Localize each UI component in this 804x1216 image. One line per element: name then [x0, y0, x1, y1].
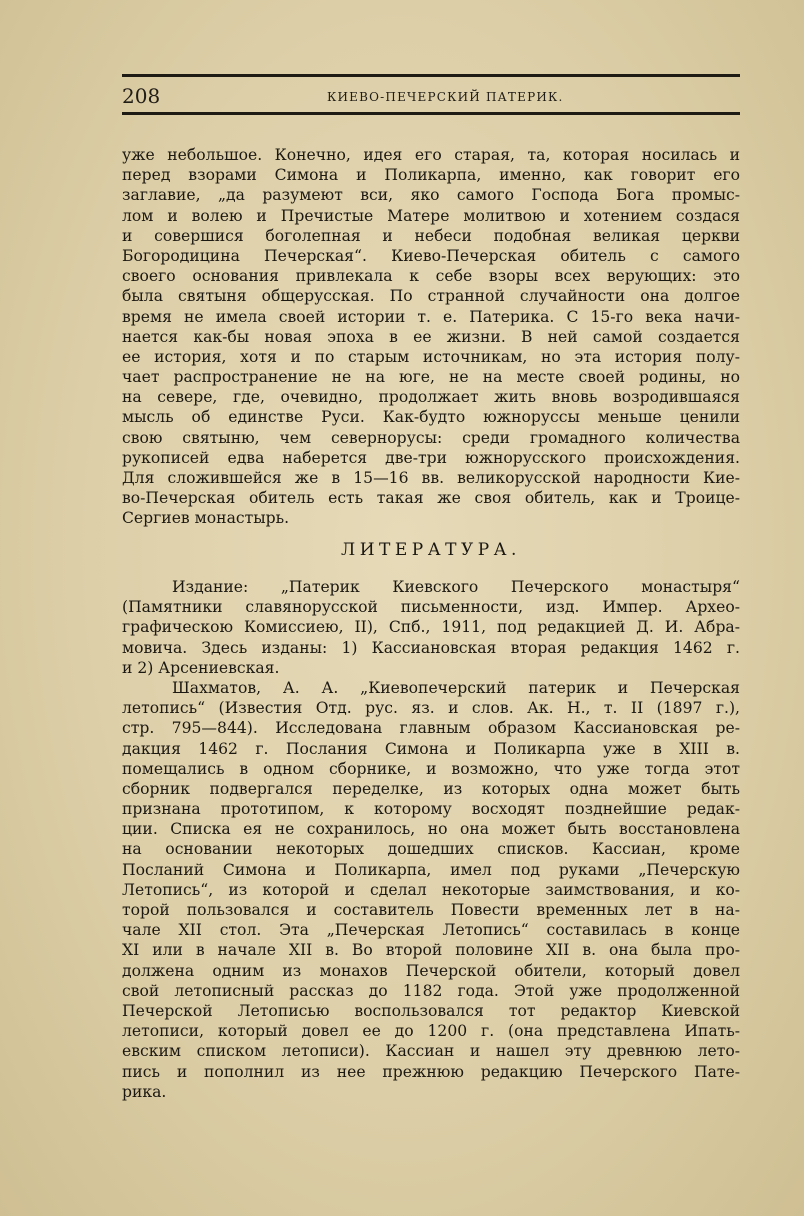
text-line: свою святыню, чем севернорусы: среди громадного количества	[122, 428, 740, 447]
text-line: на севере, где, очевидно, продолжает жить вновь возродившаяся	[122, 388, 740, 407]
literature-text	[122, 577, 740, 1102]
header-bottom-rule	[122, 112, 740, 115]
text-line: лом и волею и Пречистые Матере молитвою и хотением создася	[122, 206, 740, 225]
text-line: своего основания привлекала к себе взоры всех верующих: это	[122, 267, 740, 286]
text-line: Посланий Симона и Поликарпа, имел под руками „Печерскую	[122, 860, 740, 879]
text-line: летопись“ (Известия Отд. рус. яз. и слов. Ак. Н., т. II (1897 г.),	[122, 699, 740, 718]
text-line: евским списком летописи). Кассиан и нашел эту древнюю лето-	[122, 1042, 740, 1061]
text-line: Летопись“, из которой и сделал некоторые заимствования, и ко-	[122, 880, 740, 899]
text-line: пись и пополнил из нее прежнюю редакцию Печерского Пате-	[122, 1062, 740, 1081]
text-line: во-Печерская обитель есть такая же своя обитель, как и Троице-	[122, 489, 740, 508]
text-line: стр. 795—844). Исследована главным образом Кассиановская ре-	[122, 719, 740, 738]
text-line: на основании некоторых дошедших списков. Кассиан, кроме	[122, 840, 740, 859]
text-line: уже небольшое. Конечно, идея его старая, та, которая носилась и	[122, 146, 740, 164]
text-line: Шахматов, А. А. „Киевопечерский патерик и Печерская	[172, 678, 740, 697]
text-line: должена одним из монахов Печерской обители, который довел	[122, 961, 740, 980]
text-line: заглавие, „да разумеют вси, яко самого Господа Бога промыс-	[122, 186, 740, 205]
text-line: рукописей едва наберется две-три южнорусского происхождения.	[122, 448, 740, 467]
text-line: торой пользовался и составитель Повести временных лет в на-	[122, 901, 740, 919]
text-line: была святыня общерусская. По странной случайности она долгое	[122, 287, 740, 306]
text-line: рика.	[122, 1082, 167, 1101]
text-line: Издание: „Патерик Киевского Печерского монастыря“	[172, 578, 740, 596]
text-line: ее история, хотя и по старым источникам, но эта история полу-	[122, 347, 740, 366]
running-head: КИЕВО-ПЕЧЕРСКИЙ ПАТЕРИК.	[327, 90, 564, 104]
text-line: летописи, который довел ее до 1200 г. (она представлена Ипать-	[122, 1022, 740, 1041]
main-text	[122, 145, 740, 529]
text-line: Для сложившейся же в 15—16 вв. великорусской народности Кие-	[122, 469, 740, 487]
text-line: (Памятники славянорусской письменности, изд. Импер. Архео-	[122, 598, 740, 617]
text-line: признана прототипом, к которому восходят позднейшие редак-	[122, 800, 740, 819]
text-line: сборник подвергался переделке, из которых одна может быть	[122, 779, 740, 798]
text-line: мовича. Здесь изданы: 1) Кассиановская вторая редакция 1462 г.	[122, 638, 740, 657]
text-line: и 2) Арсениевская.	[122, 658, 280, 677]
text-line: мысль об единстве Руси. Как-будто южноруссы меньше ценили	[122, 408, 740, 427]
text-line: Печерской Летописью воспользовался тот редактор Киевской	[122, 1001, 740, 1020]
text-line: свой летописный рассказ до 1182 года. Этой уже продолженной	[122, 981, 740, 1000]
text-line: нается как-бы новая эпоха в ее жизни. В ней самой создается	[122, 327, 740, 346]
text-line: чале XII стол. Эта „Печерская Летопись“ составилась в конце	[122, 921, 740, 940]
text-line: перед взорами Симона и Поликарпа, именно, как говорит его	[122, 166, 740, 185]
text-line: и совершися боголепная и небеси подобная великая церкви	[122, 226, 740, 245]
page-number: 208	[122, 84, 161, 108]
literature-heading: ЛИТЕРАТУРА.	[341, 540, 521, 560]
text-line: помещались в одном сборнике, и возможно, что уже тогда этот	[122, 759, 740, 778]
text-line: XI или в начале XII в. Во второй половине XII в. она была про-	[122, 941, 740, 960]
text-line: графическою Комиссиею, II), Спб., 1911, под редакцией Д. И. Абра-	[122, 618, 740, 637]
text-line: время не имела своей истории т. е. Патерика. С 15-го века начи-	[122, 307, 740, 326]
text-line: чает распространение не на юге, не на месте своей родины, но	[122, 368, 740, 387]
text-line: Сергиев монастырь.	[122, 509, 290, 528]
header-top-rule	[122, 74, 740, 77]
text-line: Богородицина Печерская“. Киево-Печерская обитель с самого	[122, 246, 740, 265]
text-line: дакция 1462 г. Послания Симона и Поликарпа уже в XIII в.	[122, 739, 740, 758]
text-line: ции. Списка ея не сохранилось, но она может быть восстановлена	[122, 820, 740, 839]
